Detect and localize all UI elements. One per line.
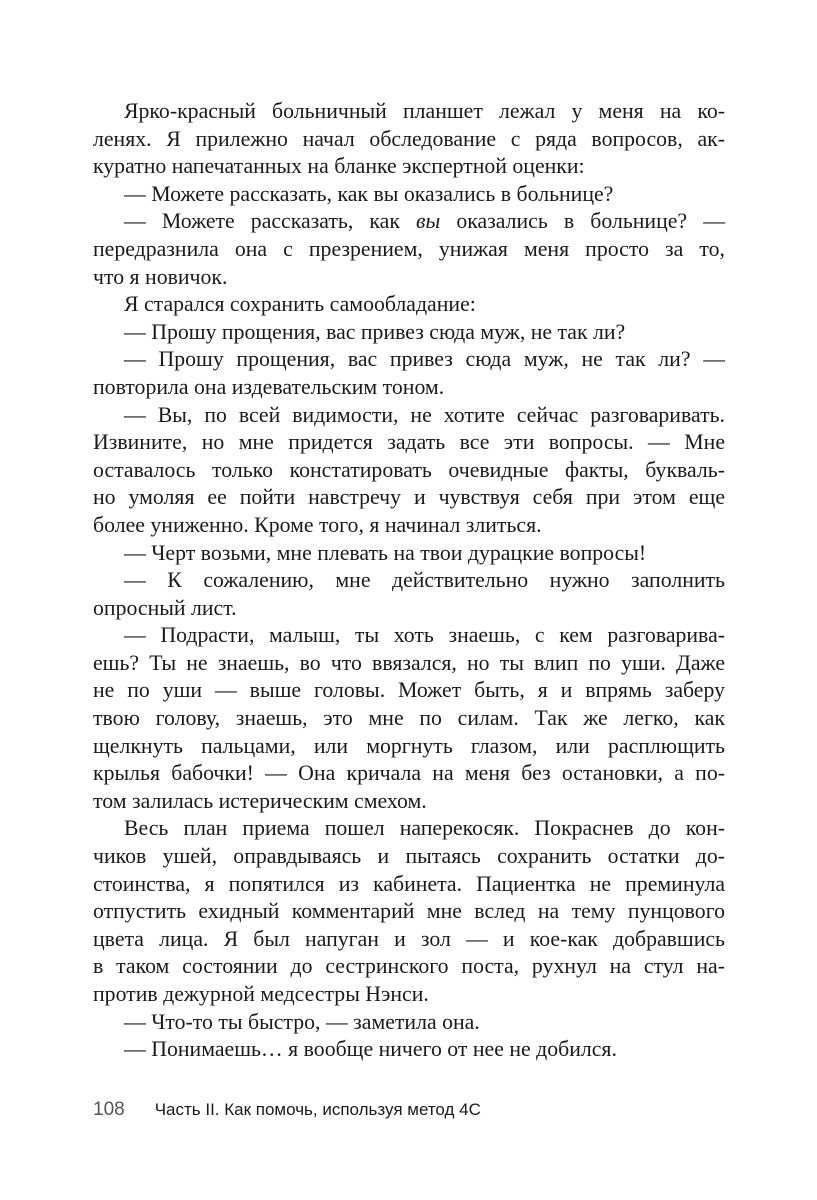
text-line: Весь план приема пошел наперекосяк. Покраснев до кон- (124, 816, 725, 841)
text-line: в таком состоянии до сестринского поста, рухнул на стул на- (93, 954, 725, 979)
text-line: — Прошу прощения, вас привез сюда муж, не так ли? — (124, 347, 725, 372)
text-line: — Что-то ты быстро, — заметила она. (124, 1009, 480, 1034)
page-footer (93, 1099, 725, 1125)
text-line: крылья бабочки! — Она кричала на меня без остановки, а по- (93, 761, 725, 786)
page-body (93, 98, 725, 1064)
text-line: — Можете рассказать, как вы оказались в больнице? (124, 181, 614, 206)
text-line: — Черт возьми, мне плевать на твои дурацкие вопросы! (124, 540, 647, 565)
text-line: против дежурной медсестры Нэнси. (93, 982, 429, 1006)
text-line: передразнила она с презрением, унижая меня просто за то, (93, 236, 725, 261)
text-line: чиков ушей, оправдываясь и пытаясь сохранить остатки до- (93, 844, 725, 869)
text-line: — Вы, по всей видимости, не хотите сейчас разговаривать. (124, 402, 725, 427)
text-line: повторила она издевательским тоном. (93, 374, 445, 399)
text-line: — Можете рассказать, как вы оказались в больнице? — (124, 209, 725, 234)
text-line: стоинства, я попятился из кабинета. Пациентка не преминула (93, 871, 725, 896)
text-line: но умоляя ее пойти навстречу и чувствуя себя при этом еще (93, 485, 725, 510)
text-line: щелкнуть пальцами, или моргнуть глазом, или расплющить (93, 733, 725, 758)
text-line: — Понимаешь… я вообще ничего от нее не добился. (124, 1037, 617, 1062)
text-line: Я старался сохранить самообладание: (124, 292, 476, 317)
text-line: что я новичок. (93, 264, 228, 289)
text-line: Ярко-красный больничный планшет лежал у меня на ко- (124, 99, 725, 123)
text-line: ешь? Ты не знаешь, во что ввязался, но ты влип по уши. Даже (93, 650, 725, 675)
text-line: оставалось только констатировать очевидные факты, букваль- (93, 457, 725, 482)
text-line: отпустить ехидный комментарий мне вслед на тему пунцового (93, 899, 725, 924)
text-line: опросный лист. (93, 595, 237, 620)
text-line: твою голову, знаешь, это мне по силам. Так же легко, как (93, 706, 725, 731)
text-line: не по уши — выше головы. Может быть, я и впрямь заберу (93, 678, 725, 703)
text-line: том залилась истерическим смехом. (93, 788, 427, 813)
running-head: Часть II. Как помочь, используя метод 4С (154, 1100, 481, 1119)
text-line: — К сожалению, мне действительно нужно заполнить (124, 568, 725, 593)
text-line: цвета лица. Я был напуган и зол — и кое-как добравшись (93, 926, 725, 951)
text-line: — Прошу прощения, вас привез сюда муж, не так ли? (124, 319, 626, 344)
page-number: 108 (93, 1099, 125, 1120)
text-line: ленях. Я прилежно начал обследование с ряда вопросов, ак- (93, 126, 725, 151)
text-line: Извините, но мне придется задать все эти вопросы. — Мне (93, 430, 725, 455)
text-line: — Подрасти, малыш, ты хоть знаешь, с кем разговарива- (124, 623, 725, 648)
text-line: куратно напечатанных на бланке экспертной оценки: (93, 154, 585, 179)
text-line: более униженно. Кроме того, я начинал злиться. (93, 512, 542, 537)
